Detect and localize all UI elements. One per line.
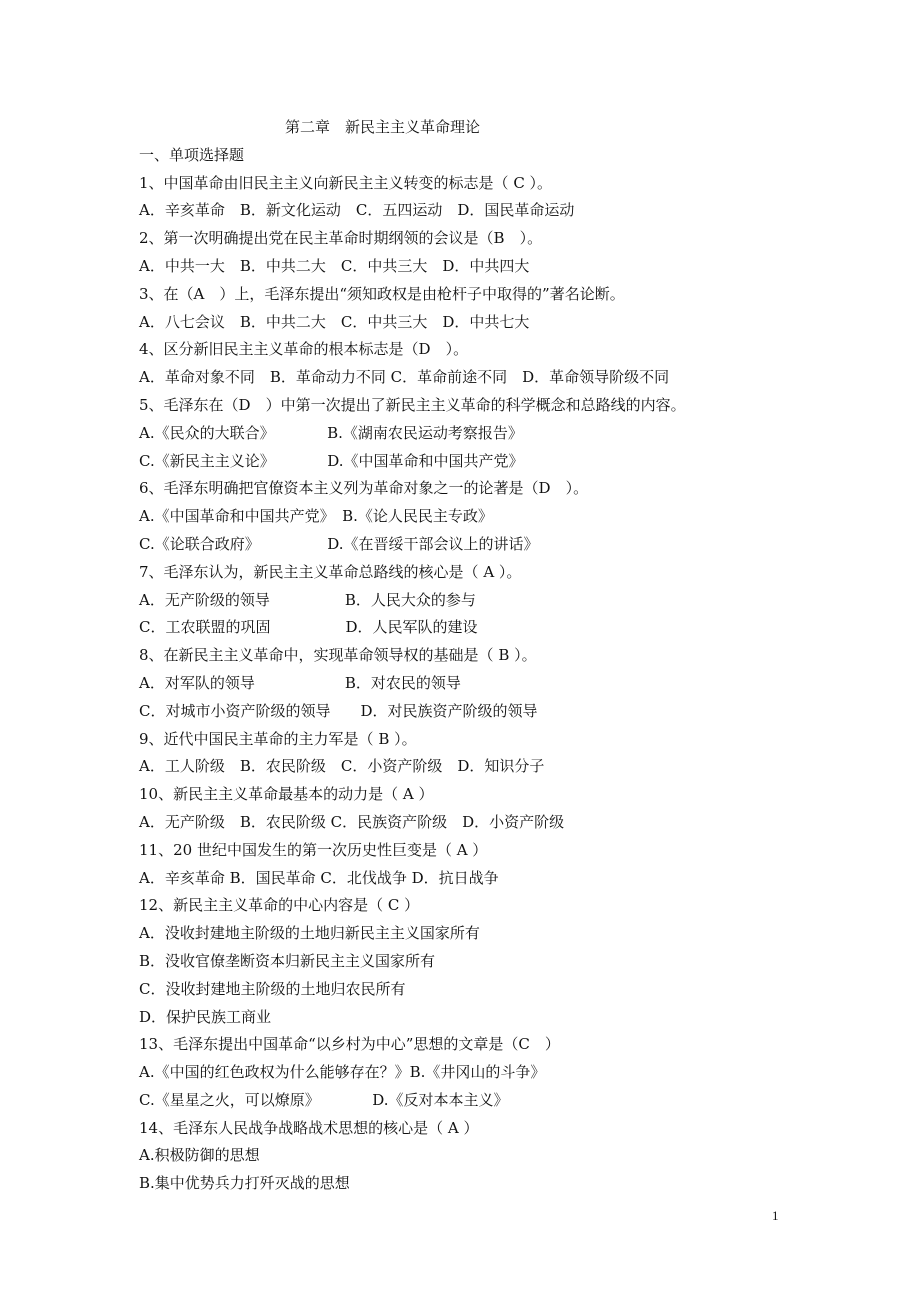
question-line: 8、在新民主主义革命中，实现革命领导权的基础是（ B ）。 bbox=[139, 646, 537, 665]
answer-options: A．无产阶级的领导 B．人民大众的参与 bbox=[139, 590, 476, 609]
answer-options: A．工人阶级 B．农民阶级 C．小资产阶级 D．知识分子 bbox=[139, 757, 545, 776]
answer-options: A.《民众的大联合》 B.《湖南农民运动考察报告》 bbox=[139, 423, 523, 442]
question-line: 7、毛泽东认为，新民主主义革命总路线的核心是（ A ）。 bbox=[139, 562, 522, 581]
answer-options: C.《新民主主义论》 D.《中国革命和中国共产党》 bbox=[139, 451, 524, 470]
question-line: 1、中国革命由旧民主主义向新民主主义转变的标志是（ C ）。 bbox=[139, 173, 553, 192]
question-line: 3、在（A ）上，毛泽东提出“须知政权是由枪杆子中取得的”著名论断。 bbox=[139, 284, 625, 303]
answer-options: A.《中国革命和中国共产党》 B.《论人民民主专政》 bbox=[139, 507, 493, 526]
answer-options: A．革命对象不同 B．革命动力不同 C．革命前途不同 D．革命领导阶级不同 bbox=[139, 368, 670, 387]
answer-option: B.集中优势兵力打歼灭战的思想 bbox=[139, 1174, 350, 1193]
question-line: 9、近代中国民主革命的主力军是（ B ）。 bbox=[139, 729, 417, 748]
answer-options: A．辛亥革命 B．国民革命 C．北伐战争 D．抗日战争 bbox=[139, 868, 499, 887]
answer-option: A．没收封建地主阶级的土地归新民主主义国家所有 bbox=[139, 924, 480, 943]
answer-option: B．没收官僚垄断资本归新民主主义国家所有 bbox=[139, 951, 436, 970]
answer-options: C.《论联合政府》 D.《在晋绥干部会议上的讲话》 bbox=[139, 534, 539, 553]
answer-options: A．中共一大 B．中共二大 C．中共三大 D．中共四大 bbox=[139, 256, 530, 275]
answer-options: A．辛亥革命 B．新文化运动 C．五四运动 D．国民革命运动 bbox=[139, 201, 575, 220]
question-line: 5、毛泽东在（D ）中第一次提出了新民主主义革命的科学概念和总路线的内容。 bbox=[139, 395, 686, 414]
question-line: 4、区分新旧民主主义革命的根本标志是（D ）。 bbox=[139, 340, 469, 359]
question-line: 14、毛泽东人民战争战略战术思想的核心是（ A ） bbox=[139, 1118, 479, 1137]
chapter-title: 第二章 新民主主义革命理论 bbox=[285, 118, 481, 136]
answer-options: A.《中国的红色政权为什么能够存在？》B.《井冈山的斗争》 bbox=[139, 1063, 546, 1082]
question-line: 2、第一次明确提出党在民主革命时期纲领的会议是（B ）。 bbox=[139, 229, 543, 248]
answer-option: A.积极防御的思想 bbox=[139, 1146, 260, 1165]
question-line: 10、新民主主义革命最基本的动力是（ A ） bbox=[139, 785, 434, 804]
answer-options: C．对城市小资产阶级的领导 D．对民族资产阶级的领导 bbox=[139, 701, 538, 720]
question-line: 11、20 世纪中国发生的第一次历史性巨变是（ A ） bbox=[139, 840, 488, 859]
answer-option: D．保护民族工商业 bbox=[139, 1007, 272, 1026]
question-line: 12、新民主主义革命的中心内容是（ C ） bbox=[139, 896, 420, 915]
answer-options: A．无产阶级 B．农民阶级 C．民族资产阶级 D．小资产阶级 bbox=[139, 812, 565, 831]
question-line: 13、毛泽东提出中国革命“以乡村为中心”思想的文章是（C ） bbox=[139, 1035, 560, 1054]
answer-options: C．工农联盟的巩固 D．人民军队的建设 bbox=[139, 618, 478, 637]
section-heading: 一、单项选择题 bbox=[139, 145, 245, 164]
answer-option: C．没收封建地主阶级的土地归农民所有 bbox=[139, 979, 406, 998]
answer-options: C.《星星之火，可以燎原》 D.《反对本本主义》 bbox=[139, 1090, 509, 1109]
document-body bbox=[139, 114, 799, 1198]
answer-options: A．对军队的领导 B．对农民的领导 bbox=[139, 673, 461, 692]
answer-options: A．八七会议 B．中共二大 C．中共三大 D．中共七大 bbox=[139, 312, 530, 331]
page-number: 1 bbox=[772, 1208, 779, 1223]
question-line: 6、毛泽东明确把官僚资本主义列为革命对象之一的论著是（D ）。 bbox=[139, 479, 589, 498]
